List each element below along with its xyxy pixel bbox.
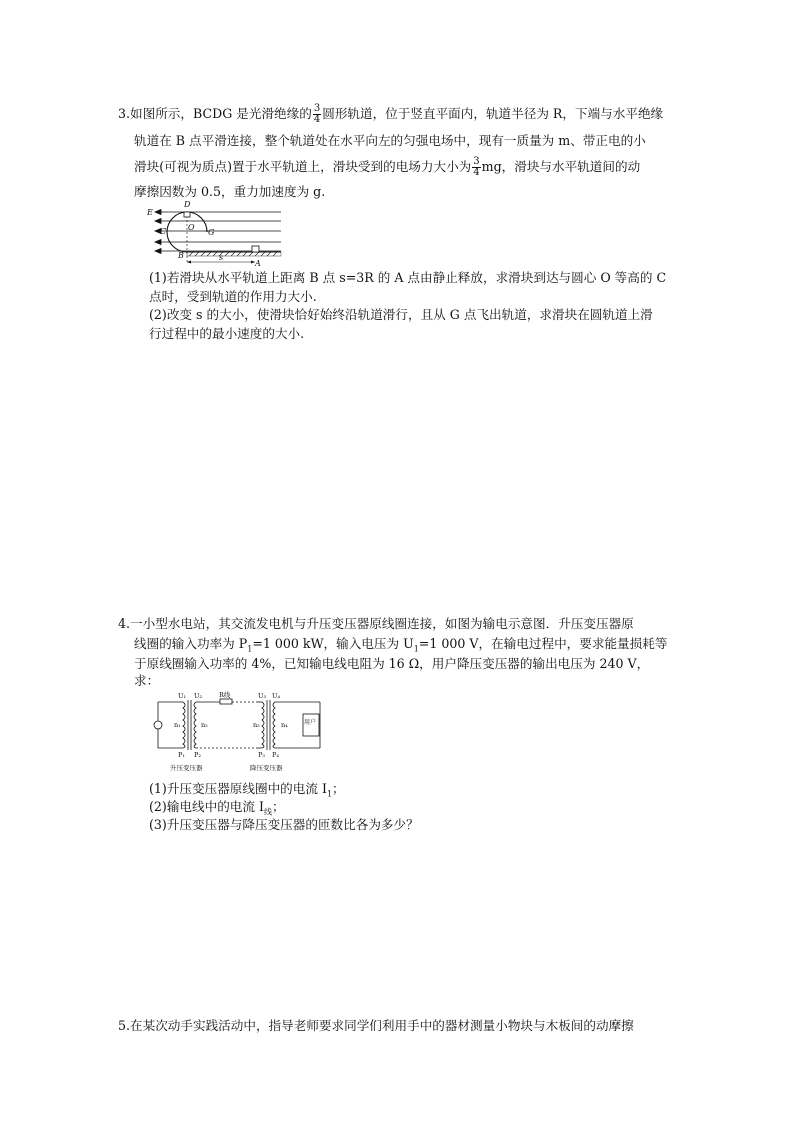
q3-line-2: 轨道在 B 点平滑连接，整个轨道处在水平向左的匀强电场中，现有一质量为 m、带正电的小 [134, 133, 646, 148]
label-n4: n₄ [281, 721, 288, 729]
label-step-up: 升压变压器 [170, 764, 203, 772]
q4-line-4: 求： [134, 673, 160, 688]
slider-at-a [252, 246, 259, 252]
label-u2: U₂ [194, 692, 203, 700]
label-c: C [160, 227, 167, 236]
q4-sub2-b: ； [271, 799, 285, 814]
q3-line-3-a: 滑块(可视为质点)置于水平轨道上，滑块受到的电场力大小为 [134, 159, 472, 174]
label-g: G [208, 228, 215, 237]
label-p1: P₁ [178, 751, 185, 759]
sub-1: 1 [326, 789, 333, 799]
frac-den: 4 [313, 114, 321, 125]
label-p4: P₄ [272, 751, 279, 759]
q4-sub3: (3)升压变压器与降压变压器的匝数比各为多少？ [149, 817, 419, 832]
q4-line-2-c: =1 000 V，在输电过程中，要求能量损耗等 [418, 636, 668, 651]
q3-figure-circular-track [145, 200, 285, 268]
label-o: O [188, 223, 195, 232]
q4-line-2-a: 线圈的输入功率为 P [134, 636, 248, 651]
q3-line-1 [118, 104, 663, 125]
fraction-three-quarters [313, 104, 321, 125]
label-e: E [147, 208, 153, 217]
label-u1: U₁ [178, 692, 187, 700]
label-b: B [178, 251, 184, 260]
label-s: s [219, 253, 224, 262]
label-u3: U₃ [258, 692, 267, 700]
q3-line-4: 摩擦因数为 0.5，重力加速度为 g. [134, 184, 326, 199]
q4-line-2-b: =1 000 kW，输入电压为 U [252, 636, 414, 651]
frac-num: 3 [473, 156, 480, 167]
label-d: D [184, 200, 191, 209]
q4-sub1-a: (1)升压变压器原线圈中的电流 I [149, 781, 327, 796]
label-n3: n₃ [253, 721, 260, 729]
label-user-a: 用户 [304, 719, 317, 726]
frac-den: 4 [473, 167, 480, 178]
q3-sub1-line-2: 点时，受到轨道的作用力大小. [149, 289, 317, 304]
sub-line: 线 [263, 807, 272, 817]
label-p2: P₂ [194, 751, 201, 759]
label-n1: n₁ [174, 721, 181, 729]
q3-sub2-line-1: (2)改变 s 的大小，使滑块恰好始终沿轨道滑行，且从 G 点飞出轨道，求滑块在圆轨道上滑 [149, 307, 653, 322]
q3-line-3 [134, 157, 640, 178]
q4-line-1: 4.一小型水电站，其交流发电机与升压变压器原线圈连接，如图为输电示意图．升压变压器原 [118, 616, 634, 631]
q5-line-1: 5.在某次动手实践活动中，指导老师要求同学们利用手中的器材测量小物块与木板间的动摩擦 [118, 1018, 634, 1033]
label-n2: n₂ [201, 721, 208, 729]
label-step-down: 降压变压器 [250, 764, 283, 772]
sub-1: 1 [247, 644, 253, 654]
track-hatching [189, 252, 277, 256]
q3-line-1-a: 3.如图所示，BCDG 是光滑绝缘的 [118, 106, 312, 121]
q4-sub2-a: (2)输电线中的电流 I [149, 799, 264, 814]
slider-at-d [184, 212, 190, 217]
label-u4: U₄ [272, 692, 281, 700]
q3-sub1-line-1: (1)若滑块从水平轨道上距离 B 点 s=3R 的 A 点由静止释放，求滑块到达与圆心 O 等高的 C [149, 270, 667, 285]
fraction-three-quarters-2 [472, 157, 480, 178]
q3-line-1-b: 圆形轨道，位于竖直平面内，轨道半径为 R，下端与水平绝缘 [322, 106, 664, 121]
q4-figure-transmission [150, 690, 330, 776]
q3-line-3-b: mg，滑块与水平轨道间的动 [481, 159, 641, 174]
frac-num: 3 [313, 103, 321, 114]
sub-1: 1 [413, 644, 419, 654]
q4-sub1-b: ； [332, 781, 345, 796]
label-a: A [255, 259, 261, 268]
q4-line-3: 于原线圈输入功率的 4%，已知输电线电阻为 16 Ω，用户降压变压器的输出电压为 240 V， [134, 656, 650, 671]
label-p3: P₃ [258, 751, 265, 759]
label-r-line: R线 [219, 691, 231, 699]
q3-sub2-line-2: 行过程中的最小速度的大小. [149, 326, 305, 341]
